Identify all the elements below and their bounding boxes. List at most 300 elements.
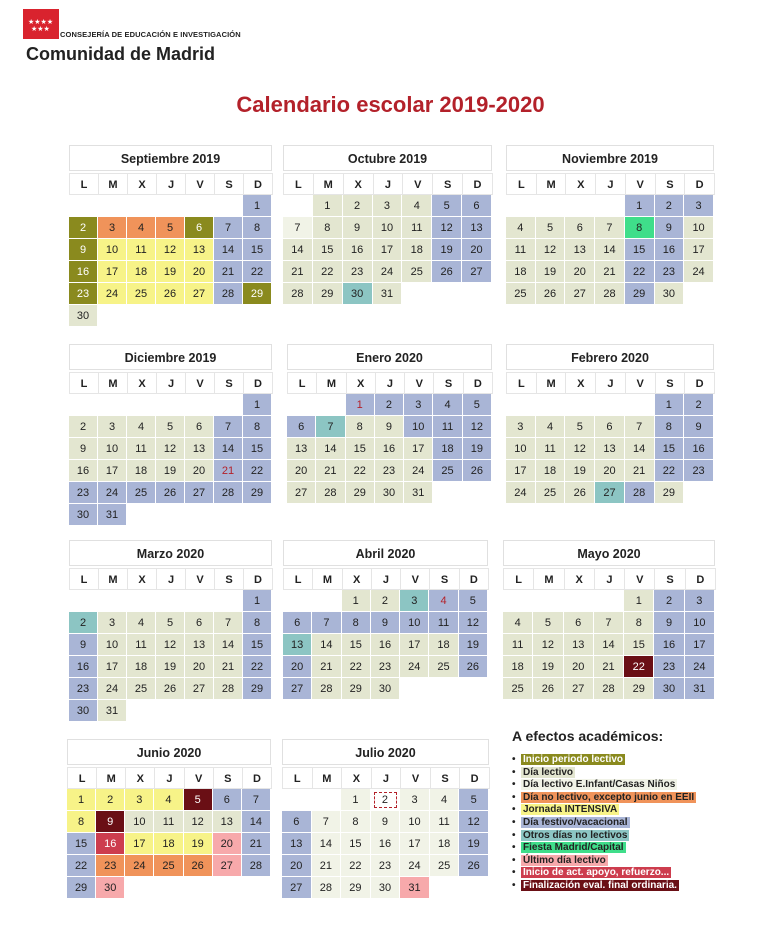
- day-cell: 1: [243, 394, 272, 416]
- day-cell: 18: [433, 438, 462, 460]
- day-cell: 9: [371, 811, 401, 833]
- day-cell: 30: [375, 482, 404, 504]
- day-cell: 25: [429, 656, 458, 678]
- day-cell: 25: [402, 261, 432, 283]
- weekday-header: D: [463, 372, 493, 394]
- empty-cell: [69, 394, 98, 416]
- weekday-header: L: [283, 568, 313, 590]
- day-cell: 28: [594, 678, 624, 700]
- bullet-icon: •: [512, 804, 516, 816]
- day-cell: 30: [371, 877, 401, 899]
- day-cell: 14: [214, 634, 243, 656]
- day-cell: 26: [459, 855, 489, 877]
- day-cell: 9: [343, 217, 373, 239]
- empty-cell: [594, 590, 624, 612]
- day-cell: 13: [185, 438, 214, 460]
- day-cell: 30: [655, 283, 685, 305]
- day-cell: 8: [341, 811, 371, 833]
- weekday-header: D: [243, 568, 273, 590]
- day-cell: 9: [654, 612, 684, 634]
- weekday-header: M: [536, 173, 567, 195]
- weekday-header: S: [655, 173, 686, 195]
- day-cell: 1: [624, 590, 654, 612]
- day-cell: 29: [313, 283, 343, 305]
- day-cell: 22: [243, 261, 272, 283]
- day-cell: 27: [185, 283, 214, 305]
- day-cell: 12: [156, 239, 185, 261]
- weekday-header: V: [185, 372, 215, 394]
- day-cell: 20: [564, 656, 594, 678]
- day-cell: 11: [503, 634, 533, 656]
- weekday-header: D: [684, 173, 715, 195]
- day-cell: 11: [127, 438, 156, 460]
- day-cell: 22: [655, 460, 685, 482]
- day-cell: 21: [242, 833, 271, 855]
- empty-cell: [156, 195, 185, 217]
- day-cell: 14: [214, 438, 243, 460]
- day-cell: 7: [316, 416, 345, 438]
- weekday-header: D: [459, 767, 490, 789]
- weekday-header: V: [184, 767, 214, 789]
- logo-flag: ★★★★ ★★★: [23, 9, 59, 39]
- day-cell: 17: [373, 239, 403, 261]
- day-cell: 5: [156, 217, 185, 239]
- day-cell: 16: [96, 833, 125, 855]
- day-cell: 24: [98, 482, 127, 504]
- day-cell: 4: [127, 416, 156, 438]
- month-title: Abril 2020: [283, 540, 488, 566]
- day-cell: 22: [346, 460, 375, 482]
- bullet-icon: •: [512, 816, 516, 828]
- day-cell: 2: [69, 612, 98, 634]
- day-cell: 28: [595, 283, 625, 305]
- day-cell: 22: [243, 460, 272, 482]
- day-cell: 3: [125, 789, 154, 811]
- day-cell: 10: [98, 634, 127, 656]
- weekday-header: X: [342, 568, 372, 590]
- bullet-icon: •: [512, 879, 516, 891]
- day-cell: 10: [373, 217, 403, 239]
- day-cell: 18: [506, 261, 536, 283]
- day-cell: 24: [404, 460, 433, 482]
- day-cell: 1: [346, 394, 375, 416]
- day-cell: 15: [243, 634, 272, 656]
- empty-cell: [312, 789, 342, 811]
- day-cell: 19: [459, 634, 488, 656]
- empty-cell: [316, 394, 345, 416]
- day-cell: 16: [69, 261, 98, 283]
- day-cell: 12: [432, 217, 462, 239]
- day-cell: 30: [371, 678, 400, 700]
- day-cell: 11: [402, 217, 432, 239]
- bullet-icon: •: [512, 766, 516, 778]
- day-cell: 5: [184, 789, 213, 811]
- day-cell: 28: [214, 678, 243, 700]
- day-cell: 5: [432, 195, 462, 217]
- month-title: Junio 2020: [67, 739, 271, 765]
- legend-item: [512, 754, 762, 767]
- empty-cell: [312, 590, 341, 612]
- weekday-header: S: [654, 568, 685, 590]
- day-cell: 17: [98, 656, 127, 678]
- weekday-header: L: [69, 568, 99, 590]
- month-calendar: [283, 540, 488, 740]
- legend-label: Día lectivo: [523, 766, 574, 778]
- day-cell: 21: [214, 460, 243, 482]
- day-cell: 26: [432, 261, 462, 283]
- day-cell: 16: [655, 239, 685, 261]
- day-cell: 25: [127, 678, 156, 700]
- day-cell: 10: [125, 811, 154, 833]
- day-cell: 21: [312, 855, 342, 877]
- weekday-header: J: [371, 568, 401, 590]
- day-cell: 6: [287, 416, 316, 438]
- day-cell: 24: [400, 855, 430, 877]
- empty-cell: [506, 394, 536, 416]
- day-cell: 3: [506, 416, 536, 438]
- day-cell: 24: [98, 283, 127, 305]
- weekday-header: S: [213, 767, 243, 789]
- month-calendar: [69, 145, 272, 345]
- day-cell: 27: [282, 877, 312, 899]
- legend-item: [512, 767, 762, 780]
- weekday-header: J: [373, 173, 404, 195]
- day-cell: 2: [371, 590, 400, 612]
- month-calendar: [506, 344, 714, 544]
- day-cell: 24: [125, 855, 154, 877]
- day-cell: 14: [242, 811, 271, 833]
- day-cell: 10: [98, 438, 127, 460]
- day-cell: 28: [312, 678, 341, 700]
- day-cell: 1: [313, 195, 343, 217]
- day-cell: 13: [287, 438, 316, 460]
- weekday-header: M: [312, 568, 342, 590]
- day-cell: 4: [503, 612, 533, 634]
- day-cell: 10: [506, 438, 536, 460]
- day-cell: 14: [283, 239, 313, 261]
- day-cell: 12: [536, 239, 566, 261]
- day-cell: 20: [213, 833, 242, 855]
- day-cell: 30: [69, 504, 98, 526]
- day-cell: 3: [684, 195, 714, 217]
- day-cell: 3: [98, 416, 127, 438]
- day-cell: 18: [503, 656, 533, 678]
- weekday-header: D: [684, 372, 715, 394]
- month-calendar: [69, 344, 272, 544]
- legend-label: Día lectivo E.Infant/Casas Niños: [523, 779, 676, 791]
- day-cell: 15: [67, 833, 96, 855]
- day-cell: 10: [685, 612, 715, 634]
- day-cell: 15: [243, 239, 272, 261]
- logo-title: Comunidad de Madrid: [26, 44, 215, 64]
- day-cell: 29: [243, 482, 272, 504]
- day-cell: 15: [341, 833, 371, 855]
- empty-cell: [283, 590, 312, 612]
- weekday-header: S: [429, 568, 459, 590]
- weekday-header: L: [282, 767, 313, 789]
- weekday-header: J: [594, 568, 625, 590]
- weekday-header: D: [685, 568, 716, 590]
- day-cell: 26: [156, 678, 185, 700]
- day-cell: 13: [185, 239, 214, 261]
- day-cell: 30: [69, 700, 98, 722]
- day-cell: 5: [533, 612, 563, 634]
- month-grid: [287, 372, 492, 504]
- day-cell: 17: [400, 634, 429, 656]
- day-cell: 8: [313, 217, 343, 239]
- day-cell: 27: [462, 261, 492, 283]
- weekday-header: S: [214, 372, 244, 394]
- legend-label: Día festivo/vacacional: [523, 816, 628, 828]
- weekday-header: M: [98, 568, 128, 590]
- month-title: Diciembre 2019: [69, 344, 272, 370]
- month-grid: [506, 173, 714, 305]
- empty-cell: [69, 195, 98, 217]
- month-calendar: [282, 739, 489, 939]
- day-cell: 18: [536, 460, 566, 482]
- day-cell: 21: [316, 460, 345, 482]
- bullet-icon: •: [512, 829, 516, 841]
- day-cell: 28: [214, 283, 243, 305]
- day-cell: 30: [69, 305, 98, 327]
- day-cell: 7: [214, 416, 243, 438]
- day-cell: 10: [684, 217, 714, 239]
- day-cell: 3: [98, 217, 127, 239]
- day-cell: 28: [625, 482, 655, 504]
- day-cell: 2: [684, 394, 714, 416]
- day-cell: 14: [312, 634, 341, 656]
- day-cell: 27: [185, 482, 214, 504]
- day-cell: 27: [564, 678, 594, 700]
- weekday-header: X: [343, 173, 374, 195]
- weekday-header: D: [243, 173, 273, 195]
- empty-cell: [282, 789, 312, 811]
- legend-label: Inicio de act. apoyo, refuerzo...: [523, 867, 670, 879]
- day-cell: 19: [533, 656, 563, 678]
- day-cell: 9: [69, 634, 98, 656]
- day-cell: 17: [98, 460, 127, 482]
- day-cell: 4: [127, 217, 156, 239]
- day-cell: 17: [404, 438, 433, 460]
- weekday-header: X: [125, 767, 155, 789]
- day-cell: 7: [214, 612, 243, 634]
- day-cell: 29: [624, 678, 654, 700]
- weekday-header: J: [375, 372, 405, 394]
- day-cell: 31: [404, 482, 433, 504]
- day-cell: 23: [69, 482, 98, 504]
- weekday-header: V: [625, 173, 656, 195]
- day-cell: 22: [243, 656, 272, 678]
- legend-item: [512, 880, 762, 893]
- legend-item: [512, 817, 762, 830]
- day-cell: 27: [213, 855, 242, 877]
- legend-label: Jornada INTENSIVA: [523, 804, 618, 816]
- empty-cell: [595, 195, 625, 217]
- day-cell: 23: [655, 261, 685, 283]
- day-cell: 11: [429, 612, 458, 634]
- bullet-icon: •: [512, 791, 516, 803]
- day-cell: 7: [312, 612, 341, 634]
- weekday-header: V: [185, 173, 215, 195]
- weekday-header: V: [185, 568, 215, 590]
- weekday-header: J: [156, 173, 186, 195]
- month-title: Julio 2020: [282, 739, 489, 765]
- weekday-header: X: [127, 173, 157, 195]
- day-cell: 15: [243, 438, 272, 460]
- bullet-icon: •: [512, 854, 516, 866]
- weekday-header: D: [459, 568, 489, 590]
- empty-cell: [287, 394, 316, 416]
- month-grid: [283, 173, 492, 305]
- day-cell: 15: [655, 438, 685, 460]
- day-cell: 14: [312, 833, 342, 855]
- day-cell: 2: [655, 195, 685, 217]
- day-cell: 3: [685, 590, 715, 612]
- day-cell: 1: [341, 789, 371, 811]
- day-cell: 6: [185, 217, 214, 239]
- day-cell: 26: [184, 855, 213, 877]
- day-cell: 22: [625, 261, 655, 283]
- legend-items: [512, 754, 762, 893]
- day-cell: 22: [341, 855, 371, 877]
- weekday-header: V: [624, 568, 655, 590]
- day-cell: 7: [625, 416, 655, 438]
- bullet-icon: •: [512, 779, 516, 791]
- day-cell: 18: [430, 833, 460, 855]
- day-cell: 25: [506, 283, 536, 305]
- weekday-header: D: [462, 173, 493, 195]
- day-cell: 20: [287, 460, 316, 482]
- day-cell: 19: [432, 239, 462, 261]
- day-cell: 11: [433, 416, 462, 438]
- bullet-icon: •: [512, 842, 516, 854]
- day-cell: 3: [400, 590, 429, 612]
- day-cell: 23: [69, 283, 98, 305]
- day-cell: 2: [371, 789, 401, 811]
- day-cell: 5: [459, 590, 488, 612]
- day-cell: 19: [459, 833, 489, 855]
- day-cell: 6: [185, 612, 214, 634]
- day-cell: 1: [243, 195, 272, 217]
- weekday-header: L: [69, 372, 99, 394]
- day-cell: 23: [371, 855, 401, 877]
- weekday-header: X: [346, 372, 376, 394]
- day-cell: 19: [156, 656, 185, 678]
- day-cell: 18: [127, 656, 156, 678]
- weekday-header: V: [400, 568, 430, 590]
- day-cell: 3: [373, 195, 403, 217]
- day-cell: 25: [127, 283, 156, 305]
- day-cell: 7: [594, 612, 624, 634]
- day-cell: 11: [154, 811, 183, 833]
- legend-item: [512, 842, 762, 855]
- day-cell: 4: [429, 590, 458, 612]
- weekday-header: S: [432, 173, 463, 195]
- weekday-header: J: [156, 568, 186, 590]
- legend-label: Fiesta Madrid/Capital: [523, 842, 624, 854]
- day-cell: 19: [156, 261, 185, 283]
- empty-cell: [98, 195, 127, 217]
- day-cell: 18: [127, 261, 156, 283]
- day-cell: 18: [154, 833, 183, 855]
- day-cell: 1: [67, 789, 96, 811]
- weekday-header: V: [404, 372, 434, 394]
- day-cell: 21: [214, 261, 243, 283]
- day-cell: 8: [655, 416, 685, 438]
- day-cell: 28: [283, 283, 313, 305]
- day-cell: 20: [462, 239, 492, 261]
- day-cell: 12: [565, 438, 595, 460]
- day-cell: 26: [533, 678, 563, 700]
- empty-cell: [127, 590, 156, 612]
- weekday-header: L: [67, 767, 97, 789]
- day-cell: 10: [400, 811, 430, 833]
- day-cell: 15: [313, 239, 343, 261]
- day-cell: 26: [463, 460, 492, 482]
- day-cell: 3: [98, 612, 127, 634]
- day-cell: 18: [402, 239, 432, 261]
- day-cell: 25: [433, 460, 462, 482]
- day-cell: 16: [69, 656, 98, 678]
- day-cell: 29: [346, 482, 375, 504]
- day-cell: 14: [594, 634, 624, 656]
- weekday-header: L: [287, 372, 317, 394]
- day-cell: 16: [371, 634, 400, 656]
- empty-cell: [127, 195, 156, 217]
- day-cell: 24: [373, 261, 403, 283]
- day-cell: 13: [564, 634, 594, 656]
- day-cell: 11: [430, 811, 460, 833]
- weekday-header: J: [154, 767, 184, 789]
- month-calendar: [283, 145, 492, 345]
- day-cell: 9: [371, 612, 400, 634]
- day-cell: 24: [506, 482, 536, 504]
- day-cell: 23: [375, 460, 404, 482]
- day-cell: 15: [625, 239, 655, 261]
- weekday-header: D: [243, 372, 273, 394]
- day-cell: 8: [342, 612, 371, 634]
- weekday-header: M: [98, 372, 128, 394]
- weekday-header: M: [536, 372, 567, 394]
- day-cell: 31: [373, 283, 403, 305]
- weekday-header: X: [341, 767, 372, 789]
- day-cell: 16: [654, 634, 684, 656]
- day-cell: 23: [69, 678, 98, 700]
- weekday-header: M: [96, 767, 126, 789]
- empty-cell: [127, 394, 156, 416]
- day-cell: 29: [655, 482, 685, 504]
- legend-label: Inicio periodo lectivo: [523, 754, 624, 765]
- day-cell: 29: [625, 283, 655, 305]
- day-cell: 21: [312, 656, 341, 678]
- month-title: Mayo 2020: [503, 540, 715, 566]
- month-title: Febrero 2020: [506, 344, 714, 370]
- weekday-header: M: [312, 767, 343, 789]
- day-cell: 13: [283, 634, 312, 656]
- legend-item: [512, 792, 762, 805]
- empty-cell: [214, 394, 243, 416]
- weekday-header: M: [316, 372, 346, 394]
- empty-cell: [565, 195, 595, 217]
- day-cell: 8: [243, 416, 272, 438]
- day-cell: 2: [654, 590, 684, 612]
- legend-item: [512, 867, 762, 880]
- day-cell: 7: [214, 217, 243, 239]
- day-cell: 5: [459, 789, 489, 811]
- day-cell: 24: [684, 261, 714, 283]
- day-cell: 7: [595, 217, 625, 239]
- day-cell: 9: [69, 239, 98, 261]
